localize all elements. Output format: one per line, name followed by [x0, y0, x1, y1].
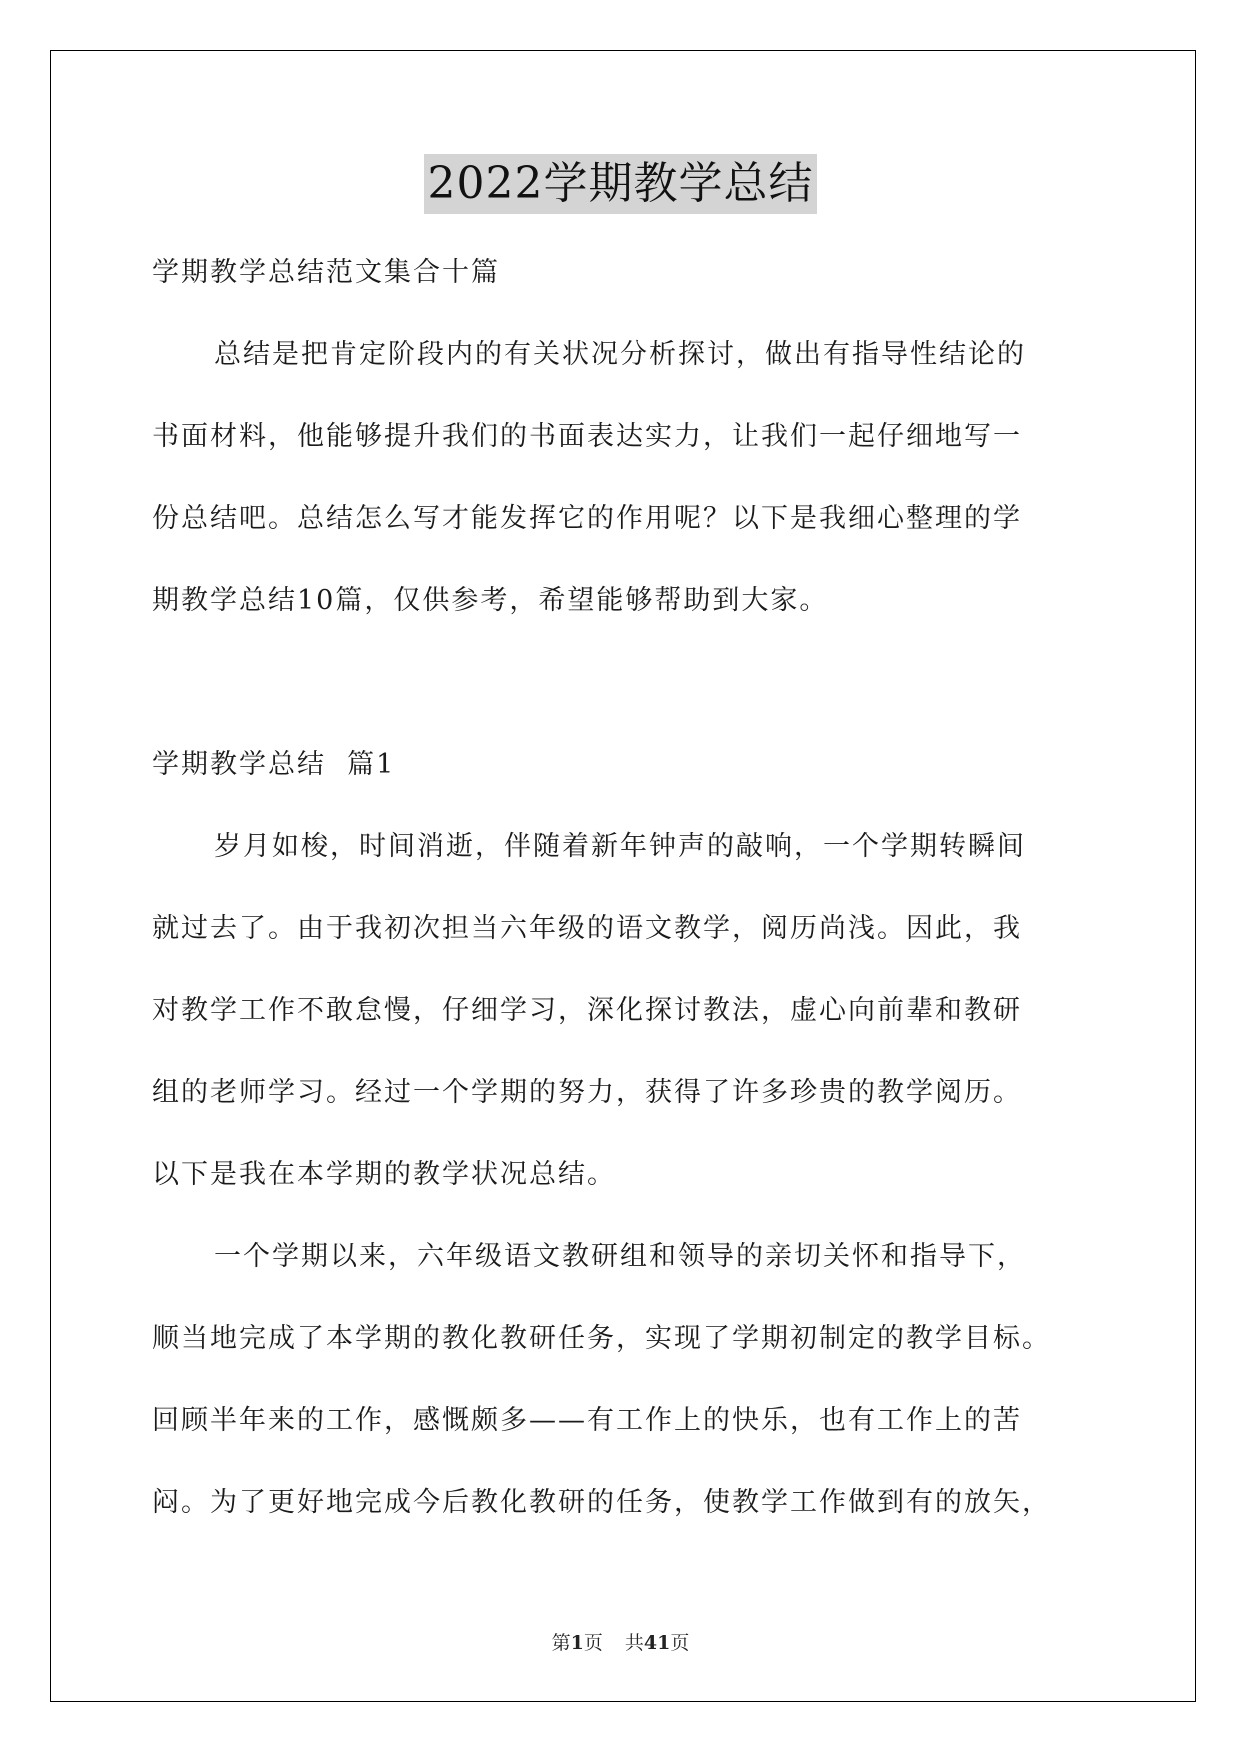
- intro-line: 书面材料，他能够提升我们的书面表达实力，让我们一起仔细地写一: [152, 421, 1022, 452]
- title-container: [0, 154, 1241, 214]
- paragraph-line: 一个学期以来，六年级语文教研组和领导的亲切关怀和指导下，: [214, 1241, 1026, 1272]
- paragraph-line: 顺当地完成了本学期的教化教研任务，实现了学期初制定的教学目标。: [152, 1323, 1051, 1354]
- subtitle: 学期教学总结范文集合十篇: [152, 257, 500, 288]
- intro-line: 期教学总结10篇，仅供参考，希望能够帮助到大家。: [152, 585, 829, 616]
- total-suffix: 页: [670, 1632, 690, 1654]
- section-heading: 学期教学总结 篇1: [152, 749, 396, 780]
- page-footer: [0, 1628, 1241, 1655]
- page-number: 1: [570, 1632, 584, 1654]
- total-pages: 41: [643, 1632, 671, 1654]
- paragraph-line: 闷。为了更好地完成今后教化教研的任务，使教学工作做到有的放矢，: [152, 1487, 1051, 1518]
- intro-line: 总结是把肯定阶段内的有关状况分析探讨，做出有指导性结论的: [214, 339, 1026, 370]
- paragraph-line: 组的老师学习。经过一个学期的努力，获得了许多珍贵的教学阅历。: [152, 1077, 1022, 1108]
- paragraph-line: 对教学工作不敢怠慢，仔细学习，深化探讨教法，虚心向前辈和教研: [152, 995, 1022, 1026]
- paragraph-line: 岁月如梭，时间消逝，伴随着新年钟声的敲响，一个学期转瞬间: [214, 831, 1026, 862]
- intro-line: 份总结吧。总结怎么写才能发挥它的作用呢？以下是我细心整理的学: [152, 503, 1022, 534]
- paragraph-line: 回顾半年来的工作，感慨颇多——有工作上的快乐，也有工作上的苦: [152, 1405, 1022, 1436]
- document-body: [152, 232, 1092, 1544]
- paragraph-line: 以下是我在本学期的教学状况总结。: [152, 1159, 616, 1190]
- blank-line: [152, 642, 1092, 724]
- document-title: 2022学期教学总结: [424, 154, 818, 214]
- paragraph-line: 就过去了。由于我初次担当六年级的语文教学，阅历尚浅。因此，我: [152, 913, 1022, 944]
- total-prefix: 共: [624, 1632, 644, 1654]
- page-suffix: 页: [583, 1632, 603, 1654]
- page-prefix: 第: [551, 1632, 571, 1654]
